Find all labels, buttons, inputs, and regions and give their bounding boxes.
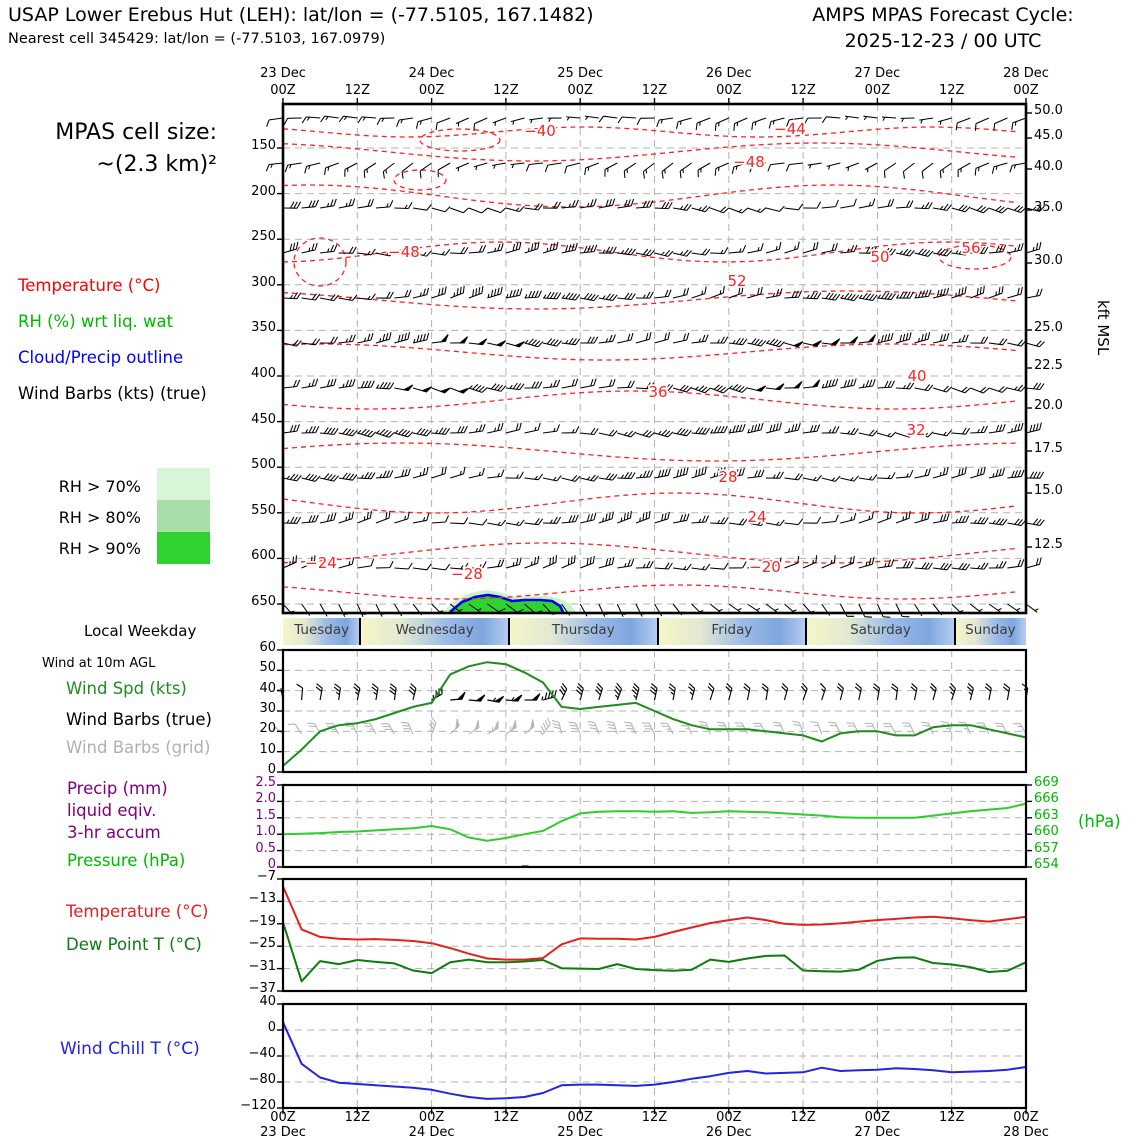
weekday-label: Tuesday	[283, 622, 360, 638]
wind-barb-icon	[1026, 604, 1038, 612]
wind-tick-label: 50	[234, 661, 276, 676]
wind-tick-label: 40	[234, 682, 276, 697]
precip-tick-label: 2.0	[234, 792, 276, 807]
forecast-cycle-value: 2025-12-23 / 00 UTC	[748, 30, 1138, 52]
chill-tick-label: 40	[234, 995, 276, 1010]
pressure-tick-label: 150	[234, 139, 276, 154]
weekday-label: Sunday	[955, 622, 1026, 638]
kft-tick-label: 40.0	[1034, 160, 1082, 175]
bottom-hour-label: 00Z	[699, 1111, 759, 1126]
contour-label: −48	[733, 153, 765, 171]
bottom-hour-label: 12Z	[327, 1111, 387, 1126]
contour-label: 32	[906, 421, 925, 439]
weekday-label: Thursday	[509, 622, 658, 638]
kft-tick-label: 45.0	[1034, 129, 1082, 144]
bottom-date-label: 23 Dec	[248, 1126, 318, 1141]
precip-label-3: 3-hr accum	[67, 823, 161, 842]
bottom-hour-label: 00Z	[996, 1111, 1056, 1126]
bottom-hour-label: 00Z	[253, 1111, 313, 1126]
bottom-hour-label: 00Z	[402, 1111, 462, 1126]
page-subtitle: Nearest cell 345429: lat/lon = (-77.5103, 167.0979)	[8, 31, 385, 47]
weekday-label: Friday	[658, 622, 807, 638]
pressure-tick-label-right: 660	[1034, 825, 1082, 840]
pressure-tick-label-right: 663	[1034, 809, 1082, 824]
pressure-unit-label: (hPa)	[1078, 812, 1121, 831]
wind-tick-label: 30	[234, 702, 276, 717]
top-date-label: 25 Dec	[545, 67, 615, 82]
contour-label: −28	[451, 565, 483, 583]
contour-label: −48	[388, 243, 420, 261]
wind-barb-icon	[1026, 519, 1044, 526]
top-hour-label: 00Z	[996, 84, 1056, 99]
top-hour-label: 00Z	[699, 84, 759, 99]
bottom-hour-label: 12Z	[476, 1111, 536, 1126]
top-date-label: 24 Dec	[397, 67, 467, 82]
top-hour-label: 12Z	[476, 84, 536, 99]
wind-barb-icon	[1026, 472, 1044, 478]
bottom-date-label: 28 Dec	[991, 1126, 1061, 1141]
precip-tick-label: 1.0	[234, 825, 276, 840]
pressure-tick-label: 450	[234, 413, 276, 428]
pressure-tick-label: 200	[234, 185, 276, 200]
local-weekday-label: Local Weekday	[84, 622, 196, 640]
chill-tick-label: −80	[234, 1073, 276, 1088]
contour-label: 56	[961, 239, 980, 257]
kft-tick-label: 50.0	[1034, 104, 1082, 119]
precip-tick-label: 1.5	[234, 809, 276, 824]
pressure-tick-label: 350	[234, 321, 276, 336]
top-hour-label: 12Z	[773, 84, 833, 99]
bottom-date-label: 27 Dec	[842, 1126, 912, 1141]
kft-tick-label: 20.0	[1034, 399, 1082, 414]
temp-tick-label: −13	[234, 892, 276, 907]
legend-cloud-outline: Cloud/Precip outline	[18, 348, 183, 367]
kft-tick-label: 17.5	[1034, 442, 1082, 457]
pressure-tick-label-right: 669	[1034, 776, 1082, 791]
precip-label-1: Precip (mm)	[67, 779, 168, 798]
contour-label: −24	[305, 554, 337, 572]
bottom-date-label: 24 Dec	[397, 1126, 467, 1141]
pressure-tick-label-right: 666	[1034, 792, 1082, 807]
kft-tick-label: 35.0	[1034, 201, 1082, 216]
wind-barb-icon	[1026, 341, 1045, 347]
temp-tick-label: −19	[234, 915, 276, 930]
contour-label: 28	[718, 468, 737, 486]
chill-tick-label: −120	[234, 1099, 276, 1114]
top-hour-label: 12Z	[922, 84, 982, 99]
wind-chill-label: Wind Chill T (°C)	[60, 1039, 200, 1059]
legend-rh: RH (%) wrt liq. wat	[18, 312, 173, 331]
contour-label: 24	[747, 508, 766, 526]
contour-label: −20	[749, 558, 781, 576]
wind-barbs-grid-label: Wind Barbs (grid)	[66, 738, 210, 757]
pressure-tick-label: 650	[234, 595, 276, 610]
pressure-tick-label: 550	[234, 504, 276, 519]
precip-tick-label: 2.5	[234, 776, 276, 791]
cell-size-line1: MPAS cell size:	[15, 120, 217, 145]
top-hour-label: 12Z	[625, 84, 685, 99]
wind10m-title: Wind at 10m AGL	[42, 656, 155, 671]
contour-label: −44	[774, 120, 806, 138]
top-hour-label: 00Z	[550, 84, 610, 99]
bottom-hour-label: 00Z	[550, 1111, 610, 1126]
temp-tick-label: −31	[234, 960, 276, 975]
kft-tick-label: 30.0	[1034, 254, 1082, 269]
contour-label: 40	[907, 367, 926, 385]
precip-tick-label: 0	[234, 858, 276, 873]
legend-wind-barbs: Wind Barbs (kts) (true)	[18, 384, 207, 403]
wind-barb-icon	[1026, 383, 1044, 390]
wind-spd-label: Wind Spd (kts)	[66, 679, 187, 698]
precip-tick-label: 0.5	[234, 842, 276, 857]
top-date-label: 28 Dec	[991, 67, 1061, 82]
wind-tick-label: 60	[234, 641, 276, 656]
pressure-tick-label: 300	[234, 276, 276, 291]
top-hour-label: 12Z	[327, 84, 387, 99]
page-title: USAP Lower Erebus Hut (LEH): lat/lon = (-77.5105, 167.1482)	[8, 4, 594, 26]
temp-tick-label: −37	[234, 982, 276, 997]
rh90-label: RH > 90%	[40, 539, 141, 558]
temp-tick-label: −25	[234, 937, 276, 952]
temperature-label: Temperature (°C)	[66, 902, 208, 921]
kft-tick-label: 22.5	[1034, 359, 1082, 374]
bottom-date-label: 25 Dec	[545, 1126, 615, 1141]
bottom-hour-label: 12Z	[773, 1111, 833, 1126]
legend-temperature: Temperature (°C)	[18, 276, 160, 295]
wind-tick-label: 20	[234, 722, 276, 737]
wind-barbs-true-label: Wind Barbs (true)	[66, 710, 212, 729]
pressure-label: Pressure (hPa)	[67, 851, 185, 870]
precip-label-2: liquid eqiv.	[67, 801, 156, 820]
wind-barb-icon	[1026, 423, 1041, 433]
wind-barb-icon	[1026, 289, 1042, 298]
dewpoint-label: Dew Point T (°C)	[66, 935, 202, 954]
pressure-tick-label: 600	[234, 549, 276, 564]
bottom-date-label: 26 Dec	[694, 1126, 764, 1141]
kft-axis-label: kft MSL	[1094, 300, 1112, 355]
bottom-hour-label: 12Z	[922, 1111, 982, 1126]
top-date-label: 27 Dec	[842, 67, 912, 82]
contour-label: −40	[524, 122, 556, 140]
weekday-label: Saturday	[806, 622, 955, 638]
rh80-label: RH > 80%	[40, 508, 141, 527]
wind-tick-label: 10	[234, 743, 276, 758]
pressure-tick-label-right: 654	[1034, 858, 1082, 873]
pressure-tick-label-right: 657	[1034, 842, 1082, 857]
rh70-label: RH > 70%	[40, 477, 141, 496]
weekday-label: Wednesday	[360, 622, 509, 638]
wind-barb-icon	[267, 118, 283, 127]
top-hour-label: 00Z	[847, 84, 907, 99]
top-hour-label: 00Z	[402, 84, 462, 99]
chill-tick-label: 0	[234, 1021, 276, 1036]
temp-tick-label: −7	[234, 870, 276, 885]
pressure-tick-label: 250	[234, 230, 276, 245]
top-hour-label: 00Z	[253, 84, 313, 99]
pressure-tick-label: 400	[234, 367, 276, 382]
kft-tick-label: 15.0	[1034, 484, 1082, 499]
cell-size-line2: ~(2.3 km)²	[15, 152, 217, 177]
wind-tick-label: 0	[234, 763, 276, 778]
contour-label: 52	[727, 272, 746, 290]
kft-tick-label: 12.5	[1034, 538, 1082, 553]
kft-tick-label: 25.0	[1034, 321, 1082, 336]
contour-label: 36	[648, 383, 667, 401]
forecast-cycle-label: AMPS MPAS Forecast Cycle:	[748, 4, 1138, 26]
bottom-hour-label: 00Z	[847, 1111, 907, 1126]
wind-barb-icon	[1026, 242, 1041, 253]
wind-barb-icon	[266, 163, 283, 171]
wind-barb-icon	[1026, 557, 1041, 568]
top-date-label: 23 Dec	[248, 67, 318, 82]
contour-label: 50	[870, 248, 889, 266]
chill-tick-label: −40	[234, 1047, 276, 1062]
pressure-tick-label: 500	[234, 458, 276, 473]
bottom-hour-label: 12Z	[625, 1111, 685, 1126]
top-date-label: 26 Dec	[694, 67, 764, 82]
